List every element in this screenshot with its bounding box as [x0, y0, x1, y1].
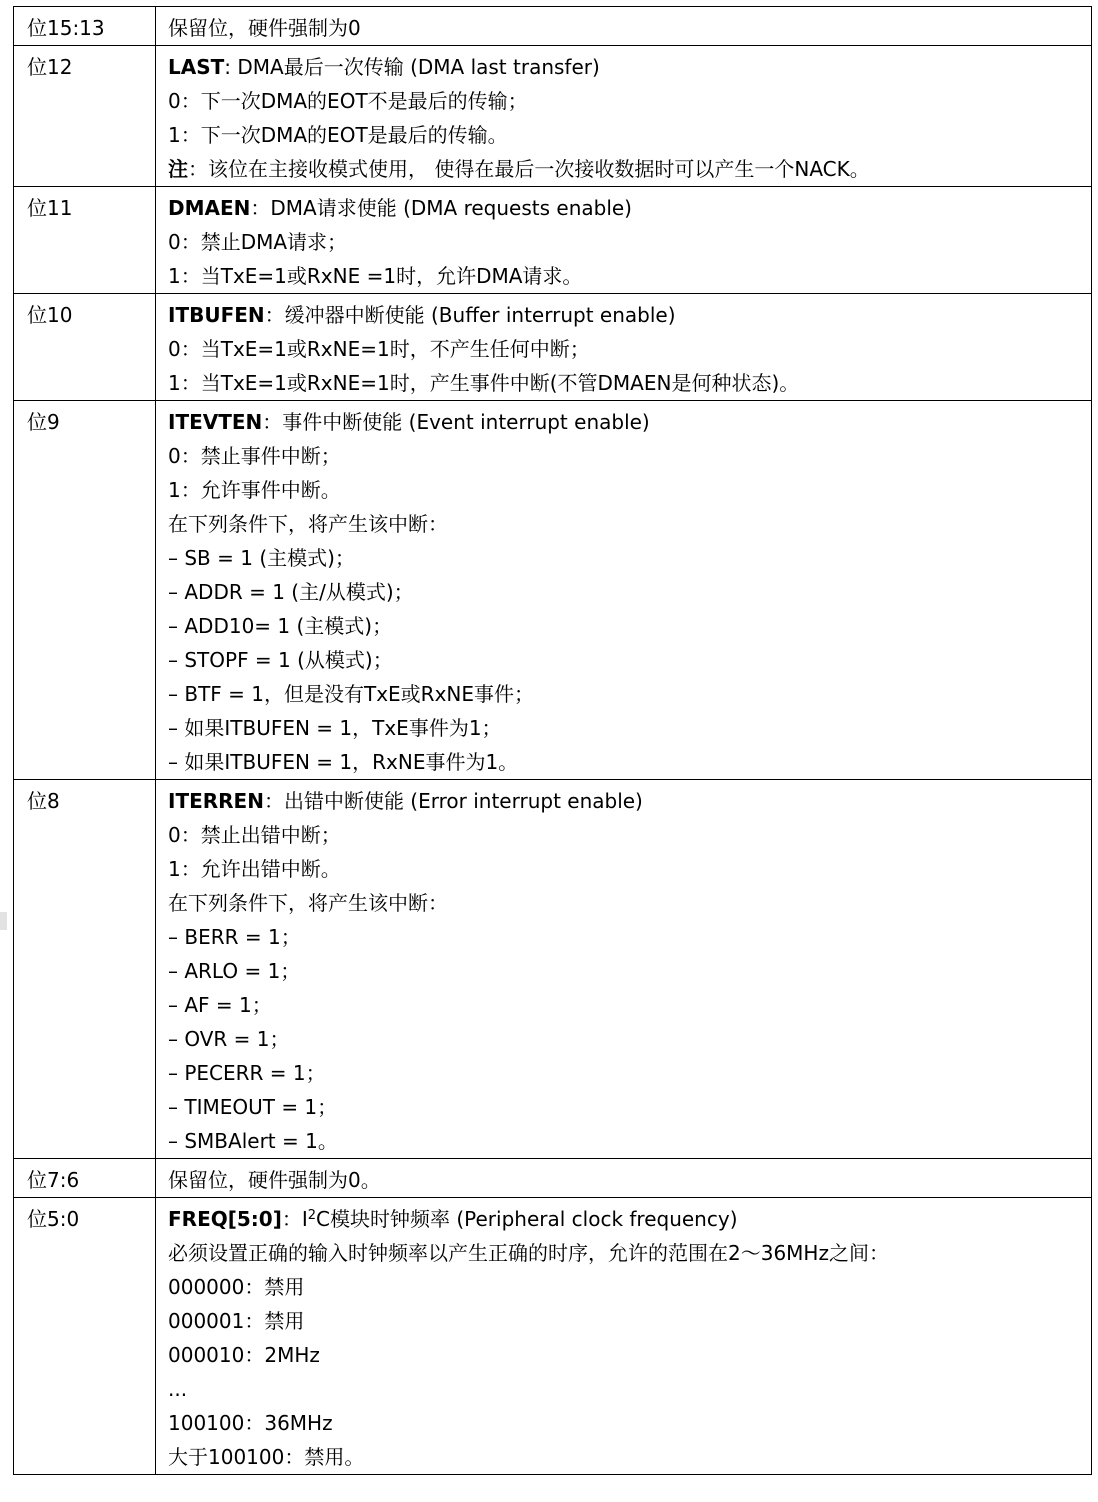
description-text: – 如果ITBUFEN = 1，RxNE事件为1。 [168, 750, 519, 774]
field-title: ：DMA请求使能 (DMA requests enable) [250, 196, 632, 220]
description-text: – TIMEOUT = 1； [168, 1095, 338, 1119]
bit-position: 位15:13 [27, 16, 105, 40]
description-text: 在下列条件下，将产生该中断： [168, 891, 448, 915]
description-line [168, 1372, 1091, 1406]
description-line [168, 439, 1091, 473]
description-text: – PECERR = 1； [168, 1061, 326, 1085]
description-line [168, 507, 1091, 541]
field-title: ：出错中断使能 (Error interrupt enable) [263, 789, 643, 813]
bit-position-cell [14, 187, 156, 294]
field-title: C模块时钟频率 (Peripheral clock frequency) [316, 1207, 738, 1231]
field-heading [168, 784, 1091, 818]
bit-position: 位8 [27, 789, 60, 813]
bit-position-cell [14, 46, 156, 187]
description-line [168, 575, 1091, 609]
bit-position: 位7:6 [27, 1168, 80, 1192]
table-row [14, 780, 1092, 1159]
field-name: ITBUFEN [168, 303, 265, 327]
description-line [168, 852, 1091, 886]
description-line [168, 366, 1091, 400]
table-row [14, 401, 1092, 780]
description-text: 0：禁止事件中断； [168, 444, 341, 468]
bit-position-cell [14, 1198, 156, 1475]
description-text: – BTF = 1，但是没有TxE或RxNE事件； [168, 682, 535, 706]
field-heading [168, 50, 1091, 84]
description-text: 0：当TxE=1或RxNE=1时，不产生任何中断； [168, 337, 590, 361]
description-line [168, 1163, 1091, 1197]
description-text: 1：允许事件中断。 [168, 478, 341, 502]
description-text: – ADDR = 1 (主/从模式)； [168, 580, 414, 604]
description-text: 1：当TxE=1或RxNE =1时，允许DMA请求。 [168, 264, 583, 288]
description-line [168, 818, 1091, 852]
description-line [168, 1440, 1091, 1474]
table-row [14, 294, 1092, 401]
description-text: 保留位，硬件强制为0。 [168, 1168, 381, 1192]
description-line [168, 118, 1091, 152]
description-line [168, 11, 1091, 45]
field-name: FREQ[5:0] [168, 1207, 282, 1231]
description-text: 000010：2MHz [168, 1343, 320, 1367]
description-line [168, 609, 1091, 643]
description-line [168, 920, 1091, 954]
field-name: ITERREN [168, 789, 264, 813]
bit-position: 位12 [27, 55, 73, 79]
description-text: 000001：禁用 [168, 1309, 305, 1333]
field-name: LAST [168, 55, 225, 79]
description-line [168, 1236, 1091, 1270]
description-text: – STOPF = 1 (从模式)； [168, 648, 393, 672]
description-line [168, 988, 1091, 1022]
field-heading [168, 405, 1091, 439]
description-line [168, 473, 1091, 507]
description-line [168, 1090, 1091, 1124]
description-text: 100100：36MHz [168, 1411, 333, 1435]
description-line [168, 541, 1091, 575]
description-text: 1：当TxE=1或RxNE=1时，产生事件中断(不管DMAEN是何种状态)。 [168, 371, 800, 395]
description-cell [156, 46, 1092, 187]
description-text: 保留位，硬件强制为0 [168, 16, 361, 40]
description-line [168, 1056, 1091, 1090]
description-line [168, 1270, 1091, 1304]
description-text: – AF = 1； [168, 993, 272, 1017]
description-text: 大于100100：禁用。 [168, 1445, 365, 1469]
description-line [168, 1124, 1091, 1158]
description-line [168, 1406, 1091, 1440]
field-title-prefix: ：I [281, 1207, 308, 1231]
description-line [168, 745, 1091, 779]
bit-position: 位5:0 [27, 1207, 80, 1231]
description-text: – ADD10= 1 (主模式)； [168, 614, 393, 638]
description-line [168, 886, 1091, 920]
table-row [14, 7, 1092, 46]
description-line [168, 677, 1091, 711]
bit-position-cell [14, 7, 156, 46]
bit-position: 位9 [27, 410, 60, 434]
description-line [168, 152, 1091, 186]
description-text: 0：禁止出错中断； [168, 823, 341, 847]
field-heading [168, 298, 1091, 332]
description-text: 在下列条件下，将产生该中断： [168, 512, 448, 536]
description-cell [156, 187, 1092, 294]
description-line [168, 643, 1091, 677]
description-cell [156, 780, 1092, 1159]
description-line [168, 225, 1091, 259]
note-label: 注 [168, 157, 188, 181]
field-heading [168, 1202, 1091, 1236]
field-name: ITEVTEN [168, 410, 263, 434]
margin-marker [0, 912, 7, 930]
description-text: 0：下一次DMA的EOT不是最后的传输； [168, 89, 528, 113]
field-heading [168, 191, 1091, 225]
description-line [168, 332, 1091, 366]
field-title: ：缓冲器中断使能 (Buffer interrupt enable) [264, 303, 676, 327]
bit-position: 位10 [27, 303, 73, 327]
description-cell [156, 294, 1092, 401]
description-text: ... [168, 1377, 188, 1401]
field-title: ：事件中断使能 (Event interrupt enable) [262, 410, 650, 434]
bit-position-cell [14, 780, 156, 1159]
description-text: – SMBAlert = 1。 [168, 1129, 338, 1153]
description-text: 必须设置正确的输入时钟频率以产生正确的时序，允许的范围在2～36MHz之间： [168, 1241, 889, 1265]
description-text: – BERR = 1； [168, 925, 301, 949]
description-line [168, 1304, 1091, 1338]
table-row [14, 46, 1092, 187]
field-name: DMAEN [168, 196, 251, 220]
description-cell [156, 7, 1092, 46]
description-text: 1：下一次DMA的EOT是最后的传输。 [168, 123, 508, 147]
description-cell [156, 1159, 1092, 1198]
description-text: – OVR = 1； [168, 1027, 290, 1051]
description-line [168, 711, 1091, 745]
table-row [14, 1198, 1092, 1475]
table-row [14, 1159, 1092, 1198]
description-cell [156, 401, 1092, 780]
description-text: – SB = 1 (主模式)； [168, 546, 355, 570]
description-line [168, 1338, 1091, 1372]
description-line [168, 259, 1091, 293]
bit-position-cell [14, 401, 156, 780]
field-title: : DMA最后一次传输 (DMA last transfer) [224, 55, 600, 79]
description-text: – ARLO = 1； [168, 959, 301, 983]
description-text: ：该位在主接收模式使用， 使得在最后一次接收数据时可以产生一个NACK。 [188, 157, 870, 181]
bit-position: 位11 [27, 196, 73, 220]
field-title-superscript: 2 [307, 1208, 317, 1223]
description-line [168, 1022, 1091, 1056]
table-row [14, 187, 1092, 294]
description-text: 0：禁止DMA请求； [168, 230, 348, 254]
description-text: – 如果ITBUFEN = 1，TxE事件为1； [168, 716, 502, 740]
description-cell [156, 1198, 1092, 1475]
description-line [168, 954, 1091, 988]
description-text: 1：允许出错中断。 [168, 857, 341, 881]
description-line [168, 84, 1091, 118]
description-text: 000000：禁用 [168, 1275, 305, 1299]
register-bit-table [13, 6, 1092, 1475]
bit-position-cell [14, 1159, 156, 1198]
bit-position-cell [14, 294, 156, 401]
